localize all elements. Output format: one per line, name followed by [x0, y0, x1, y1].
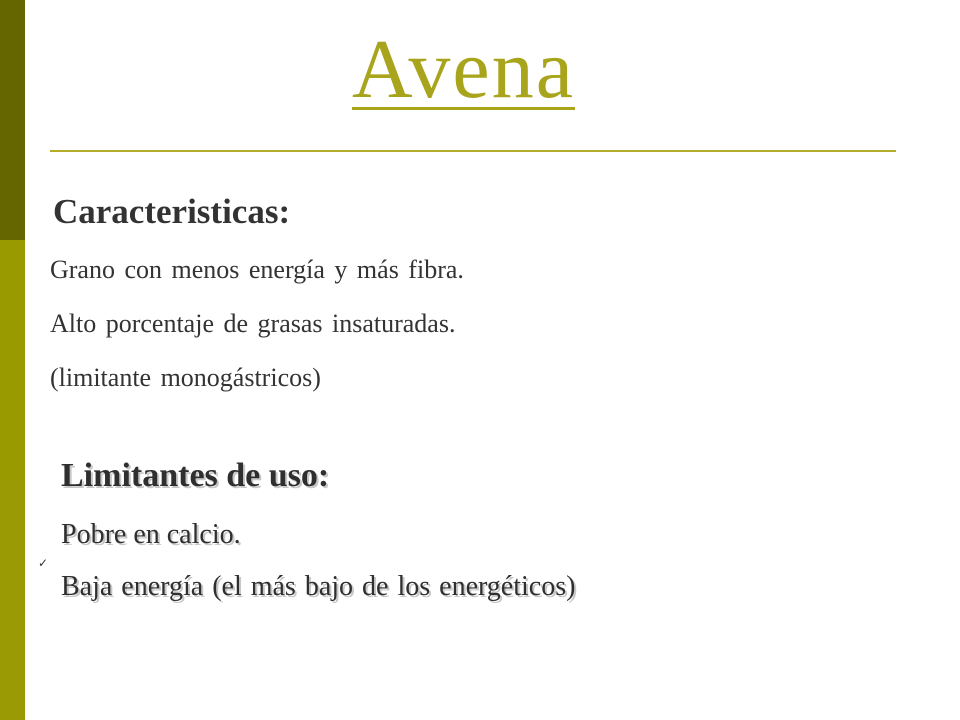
heading-caracteristicas: Caracteristicas: [53, 192, 291, 231]
title-divider [50, 150, 896, 152]
sidebar-accent [0, 0, 25, 720]
caracteristica-line-1: Grano con menos energía y más fibra. [50, 255, 464, 284]
heading-limitantes: Limitantes de uso: [61, 457, 330, 494]
sidebar-block-light [0, 480, 25, 720]
limitante-line-1: Pobre en calcio. [61, 519, 241, 550]
caracteristica-line-2: Alto porcentaje de grasas insaturadas. [50, 309, 456, 338]
caracteristica-line-3: (limitante monogástricos) [50, 363, 321, 392]
slide-title: Avena [352, 23, 575, 116]
sidebar-block-dark [0, 0, 25, 240]
sidebar-block-mid [0, 240, 25, 480]
checkmark-icon: ✓ [38, 556, 49, 570]
limitante-line-2: Baja energía (el más bajo de los energéticos) [61, 571, 576, 602]
